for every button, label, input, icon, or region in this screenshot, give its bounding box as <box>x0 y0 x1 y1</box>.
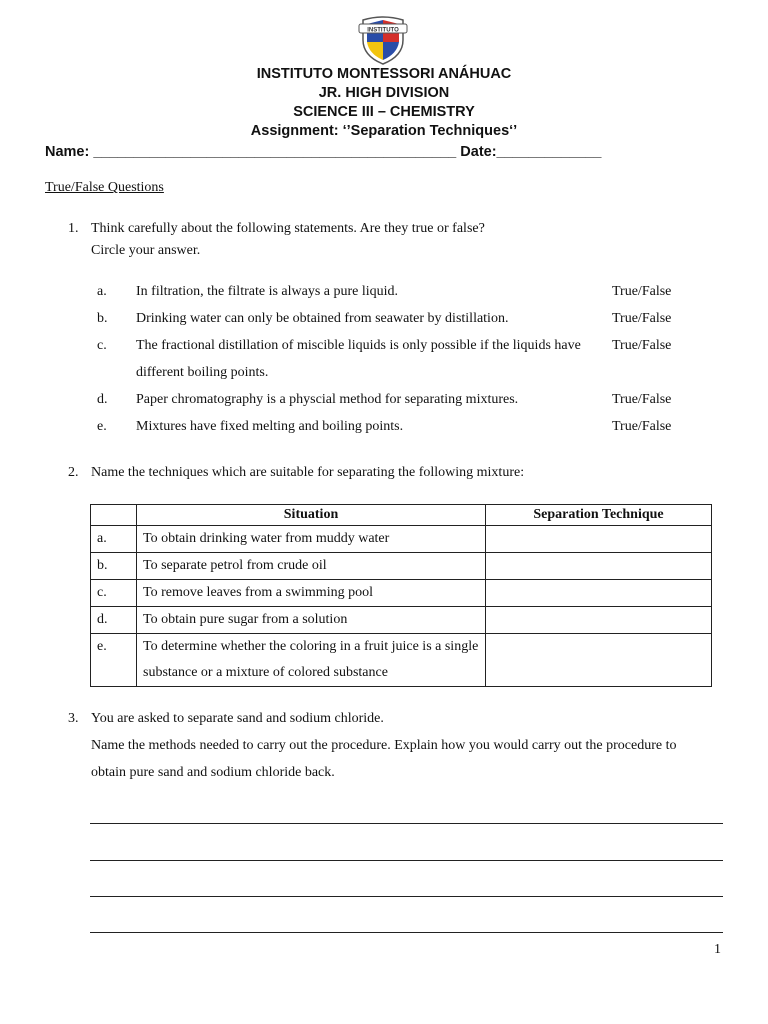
table-row-situation: To remove leaves from a swimming pool <box>137 580 486 607</box>
table-row-situation: To obtain pure sugar from a solution <box>137 607 486 634</box>
table-row-situation: To determine whether the coloring in a fruit juice is a single substance or a mixture of colored substance <box>137 634 486 687</box>
q1-item-letter: a. <box>97 284 107 299</box>
table-row-answer-cell[interactable] <box>486 580 712 607</box>
separation-table <box>90 504 712 687</box>
q1-item-letter: e. <box>97 419 107 434</box>
q2-text: Name the techniques which are suitable for separating the following mixture: <box>91 465 525 480</box>
q1-true-false-c[interactable]: True/False <box>612 338 672 353</box>
q1-true-false-d[interactable]: True/False <box>612 392 672 407</box>
q1-item-letter: c. <box>97 338 107 353</box>
q3-text-line2: Name the methods needed to carry out the procedure. Explain how you would carry out the procedure to <box>91 738 677 753</box>
table-row-situation: To separate petrol from crude oil <box>137 553 486 580</box>
table-row-letter: a. <box>91 526 137 553</box>
q1-item-text: The fractional distillation of miscible liquids is only possible if the liquids have different boiling points. <box>136 338 581 380</box>
page-number: 1 <box>714 942 721 957</box>
q3-text-line1: You are asked to separate sand and sodium chloride. <box>91 711 384 726</box>
q1-text-line1: Think carefully about the following statements. Are they true or false? <box>91 221 485 236</box>
table-row-letter: e. <box>91 634 137 687</box>
table-row-answer-cell[interactable] <box>486 526 712 553</box>
q1-item-text: Paper chromatography is a physcial method for separating mixtures. <box>136 392 519 407</box>
table-row <box>91 634 712 687</box>
answer-line[interactable] <box>90 896 723 897</box>
division-title: JR. HIGH DIVISION <box>318 85 450 101</box>
name-label: Name: <box>45 144 94 160</box>
date-field[interactable]: _____________ <box>496 144 602 160</box>
table-header-technique: Separation Technique <box>486 505 712 526</box>
q1-true-false-a[interactable]: True/False <box>612 284 672 299</box>
q3-text-line3: obtain pure sand and sodium chloride back. <box>91 765 335 780</box>
table-header-situation: Situation <box>137 505 486 526</box>
answer-line[interactable] <box>90 823 723 824</box>
q1-item-text: In filtration, the filtrate is always a pure liquid. <box>136 284 399 299</box>
q1-item-letter: d. <box>97 392 108 407</box>
q1-true-false-b[interactable]: True/False <box>612 311 672 326</box>
table-row-answer-cell[interactable] <box>486 553 712 580</box>
q1-number: 1. <box>68 221 79 236</box>
q1-item-text: Drinking water can only be obtained from seawater by distillation. <box>136 311 509 326</box>
school-crest-logo <box>355 14 411 66</box>
table-row-answer-cell[interactable] <box>486 607 712 634</box>
date-label: Date: <box>456 144 497 160</box>
q3-number: 3. <box>68 711 79 726</box>
section-title: True/False Questions <box>45 180 164 195</box>
table-header-blank <box>91 505 137 526</box>
answer-line[interactable] <box>90 932 723 933</box>
table-row-letter: c. <box>91 580 137 607</box>
table-row-letter: d. <box>91 607 137 634</box>
q2-number: 2. <box>68 465 79 480</box>
table-row-situation: To obtain drinking water from muddy water <box>137 526 486 553</box>
table-row <box>91 580 712 607</box>
course-title: SCIENCE III – CHEMISTRY <box>293 104 475 120</box>
assignment-title: Assignment: ‘’Separation Techniques‘’ <box>250 123 518 139</box>
table-row <box>91 526 712 553</box>
q1-item-text: Mixtures have fixed melting and boiling points. <box>136 419 404 434</box>
name-date-row <box>45 144 601 160</box>
table-row <box>91 553 712 580</box>
table-row-answer-cell[interactable] <box>486 634 712 687</box>
q1-text-line2: Circle your answer. <box>91 243 201 258</box>
answer-line[interactable] <box>90 860 723 861</box>
table-row <box>91 607 712 634</box>
table-row-letter: b. <box>91 553 137 580</box>
crest-banner-text: INSTITUTO <box>367 27 399 34</box>
school-name: INSTITUTO MONTESSORI ANÁHUAC <box>256 66 512 82</box>
table-header-row <box>91 505 712 526</box>
q1-item-letter: b. <box>97 311 108 326</box>
name-field[interactable]: _____________________________________________ <box>93 144 457 160</box>
q1-true-false-e[interactable]: True/False <box>612 419 672 434</box>
